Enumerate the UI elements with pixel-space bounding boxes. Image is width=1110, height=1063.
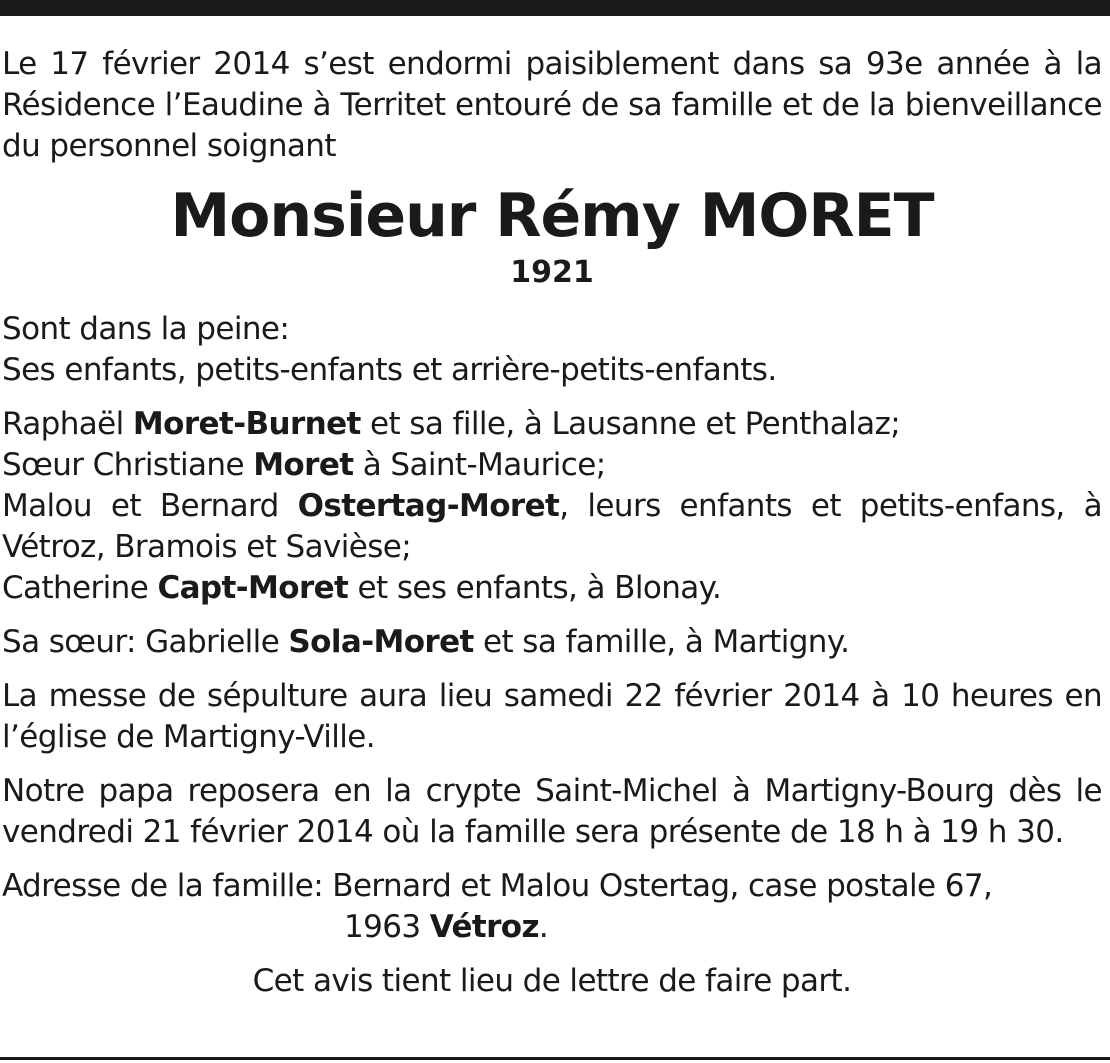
family-line-pre: Raphaël [2, 406, 133, 442]
obituary-notice [2, 44, 1102, 1002]
family-line-post: et sa fille, à Lausanne et Penthalaz; [360, 406, 901, 442]
family-list [2, 404, 1102, 609]
repose-paragraph: Notre papa reposera en la crypte Saint-Michel à Martigny-Bourg dès le vendredi 21 février 2014 où la famille sera présente de 18 h à 19 h 30. [2, 773, 1102, 850]
family-line [2, 568, 1102, 609]
address-town-line [2, 907, 1102, 948]
deceased-name: Monsieur Rémy MORET [170, 181, 934, 251]
sister-line [2, 622, 1102, 663]
address-postcode: 1963 [344, 909, 430, 945]
top-border-bar [0, 0, 1110, 16]
bottom-border-rule [0, 1057, 1110, 1060]
intro-paragraph: Le 17 février 2014 s’est endormi paisiblement dans sa 93e année à la Résidence l’Eaudine à Territet entouré de sa famille et de la bienveillance du personnel soignant [2, 46, 1102, 164]
closing-line: Cet avis tient lieu de lettre de faire part. [252, 963, 852, 999]
mourners-line: Ses enfants, petits-enfants et arrière-petits-enfants. [2, 352, 777, 388]
family-line-post: à Saint-Maurice; [353, 447, 606, 483]
family-line-surname: Moret [253, 447, 354, 483]
family-line-surname: Capt-Moret [157, 570, 349, 606]
family-line-surname: Moret-Burnet [132, 406, 361, 442]
family-line-pre: Malou et Bernard [2, 488, 298, 524]
sister-line-surname: Sola-Moret [288, 624, 474, 660]
sister-line-pre: Sa sœur: Gabrielle [2, 624, 289, 660]
family-line [2, 486, 1102, 568]
address-line: Adresse de la famille: Bernard et Malou Ostertag, case postale 67, [2, 868, 993, 904]
family-line-post: et ses enfants, à Blonay. [348, 570, 722, 606]
birth-year: 1921 [510, 255, 594, 290]
family-line-post: , leurs enfants et petits-enfans, à Vétroz, Bramois et Savièse; [2, 488, 1103, 565]
family-line-surname: Ostertag-Moret [297, 488, 560, 524]
mourners-heading: Sont dans la peine: [2, 311, 290, 347]
address-town: Vétroz [429, 909, 539, 945]
sister-line-post: et sa famille, à Martigny. [473, 624, 850, 660]
family-line-pre: Catherine [2, 570, 158, 606]
address-end: . [538, 909, 549, 945]
family-line [2, 445, 1102, 486]
family-line [2, 404, 1102, 445]
family-line-pre: Sœur Christiane [2, 447, 254, 483]
mass-paragraph: La messe de sépulture aura lieu samedi 22 février 2014 à 10 heures en l’église de Martigny-Ville. [2, 678, 1102, 755]
